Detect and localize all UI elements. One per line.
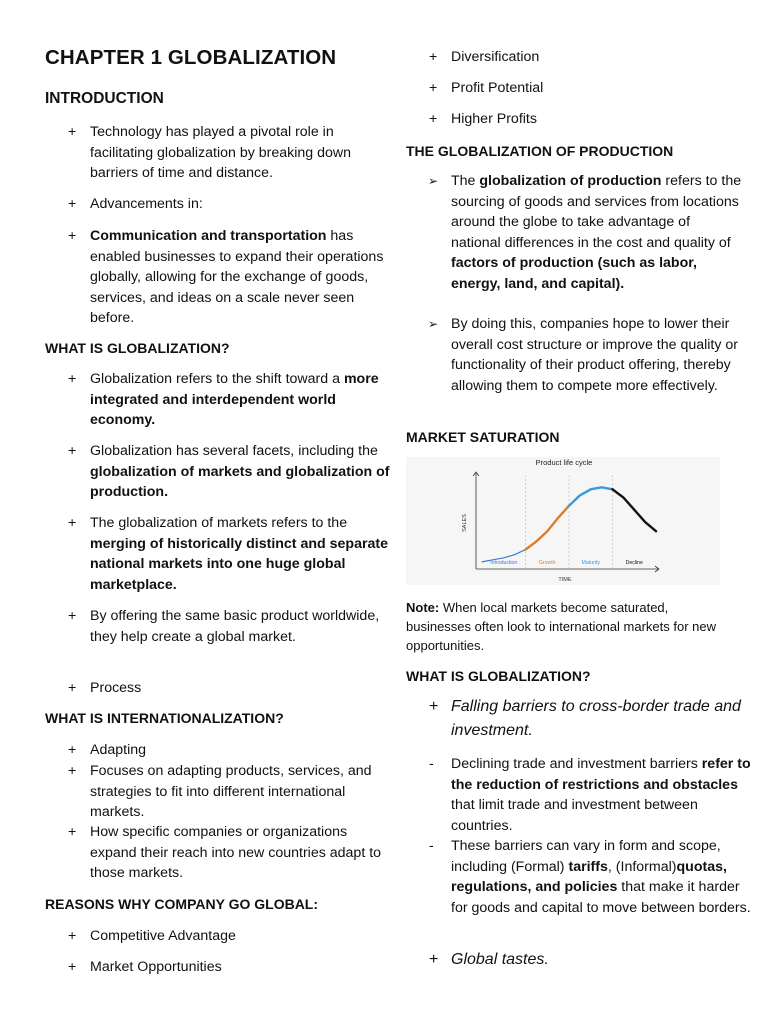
series-line-growth	[526, 506, 570, 550]
plus-bullet-icon: +	[68, 959, 77, 975]
globalization-bullet-2-text: Globalization has several facets, including the globalization of markets and globalization of production.	[90, 443, 390, 500]
list-item	[429, 948, 741, 972]
globalization-bullet-5-text: Process	[90, 680, 142, 696]
product-life-cycle-chart	[406, 457, 720, 585]
declining-barriers-text: Declining trade and investment barriers refer to the reduction of restrictions and obstacles that limit trade and investment between countries.	[451, 756, 751, 834]
plus-bullet-icon: +	[429, 49, 438, 65]
market-saturation-heading: MARKET SATURATION	[406, 429, 560, 445]
list-item	[68, 441, 390, 503]
globalization-bullet-3-text: The globalization of markets refers to the merging of historically distinct and separate national markets into one huge global marketplace.	[90, 515, 389, 593]
intl-bullet-2-text: Focuses on adapting products, services, and strategies to fit into different international markets.	[90, 763, 372, 820]
plus-bullet-icon: +	[68, 763, 77, 779]
intl-bullet-3-text: How specific companies or organizations expand their reach into new countries adapt to those markets.	[90, 824, 382, 881]
list-item	[429, 836, 751, 918]
intro-bullet-1-text: Technology has played a pivotal role in facilitating globalization by breaking down barriers of time and distance.	[90, 124, 352, 181]
list-item	[429, 47, 741, 68]
reason-item-text: Diversification	[451, 49, 540, 65]
what-is-internationalization-heading: WHAT IS INTERNATIONALIZATION?	[45, 710, 284, 726]
production-paragraph-2: By doing this, companies hope to lower their overall cost structure or improve the quality or functionality of their product offering, thereby allowing them to compete more effectively.	[451, 316, 739, 394]
production-paragraph-1: The globalization of production refers to the sourcing of goods and services from locations around the globe to take advantage of national differences in the cost and quality of factors of production (such as labor, energy, land, and capital).	[451, 173, 742, 292]
stage-label: Growth	[538, 560, 556, 566]
series-line-maturity	[569, 487, 613, 505]
list-item	[68, 678, 390, 699]
globalization-of-production-heading: THE GLOBALIZATION OF PRODUCTION	[406, 143, 674, 159]
chart-title: Product life cycle	[535, 458, 593, 467]
dash-bullet-icon: -	[429, 838, 434, 854]
plus-bullet-icon: +	[68, 443, 77, 459]
list-item	[428, 314, 743, 396]
plus-bullet-icon: +	[68, 608, 77, 624]
falling-barriers-text: Falling barriers to cross-border trade and investment.	[451, 698, 741, 739]
plus-bullet-icon: +	[68, 196, 77, 212]
list-item	[68, 957, 390, 978]
list-item	[68, 606, 390, 647]
globalization-bullet-1-text: Globalization refers to the shift toward a more integrated and interdependent world economy.	[90, 371, 379, 428]
reason-item-text: Higher Profits	[451, 111, 537, 127]
plus-bullet-icon: +	[429, 111, 438, 127]
dash-bullet-icon: -	[429, 756, 434, 772]
list-item	[68, 740, 390, 761]
plus-bullet-icon: +	[68, 371, 77, 387]
global-tastes-text: Global tastes.	[451, 951, 549, 968]
stage-label: Maturity	[581, 560, 600, 566]
plus-bullet-icon: +	[429, 80, 438, 96]
reason-item-text: Market Opportunities	[90, 959, 222, 975]
stage-label: Introduction	[490, 560, 518, 566]
arrow-bullet-icon: ➢	[428, 174, 439, 188]
stage-label: Decline	[625, 560, 643, 566]
arrow-bullet-icon: ➢	[428, 317, 439, 331]
chapter-title: CHAPTER 1 GLOBALIZATION	[45, 46, 337, 69]
list-item	[68, 761, 390, 823]
intro-bullet-2-text: Advancements in:	[90, 196, 203, 212]
plus-bullet-icon: +	[68, 824, 77, 840]
plus-bullet-icon: +	[68, 515, 77, 531]
reason-item-text: Profit Potential	[451, 80, 544, 96]
plus-bullet-icon: +	[68, 680, 77, 696]
x-axis-label: TIME	[558, 577, 572, 583]
list-item	[429, 695, 741, 743]
list-item	[68, 226, 390, 329]
list-item	[68, 822, 390, 884]
list-item	[68, 369, 390, 431]
list-item	[429, 754, 751, 836]
what-is-globalization-heading-2: WHAT IS GLOBALIZATION?	[406, 668, 591, 684]
list-item	[428, 171, 743, 294]
list-item	[68, 926, 390, 947]
barrier-forms-text: These barriers can vary in form and scope, including (Formal) tariffs, (Informal)quotas, regulations, and policies that make it harder for goods and capital to move between borders.	[451, 838, 751, 916]
plus-bullet-icon: +	[68, 928, 77, 944]
note-label: Note:	[406, 600, 440, 615]
what-is-globalization-heading: WHAT IS GLOBALIZATION?	[45, 340, 230, 356]
list-item	[429, 78, 741, 99]
list-item	[429, 109, 741, 130]
introduction-heading: INTRODUCTION	[45, 90, 164, 107]
globalization-bullet-4-text: By offering the same basic product worldwide, they help create a global market.	[90, 608, 380, 645]
reasons-heading: REASONS WHY COMPANY GO GLOBAL:	[45, 896, 319, 912]
plus-bullet-icon: +	[68, 742, 77, 758]
reason-item-text: Competitive Advantage	[90, 928, 236, 944]
list-item	[68, 513, 390, 595]
list-item	[68, 122, 390, 184]
y-axis-label: SALES	[462, 514, 468, 532]
product-life-cycle-svg	[406, 457, 720, 585]
intro-bullet-3-text: Communication and transportation has enabled businesses to expand their operations globally, allowing for the exchange of goods, services, and ideas on a scale never seen before.	[90, 228, 384, 326]
plus-bullet-icon: +	[68, 228, 77, 244]
note-text: Note: When local markets become saturated, businesses often look to international markets for new opportunities.	[406, 600, 717, 653]
plus-bullet-icon: +	[429, 698, 439, 715]
intl-bullet-1-text: Adapting	[90, 742, 147, 758]
series-line-decline	[613, 489, 657, 531]
plus-bullet-icon: +	[68, 124, 77, 140]
list-item	[68, 194, 390, 215]
plus-bullet-icon: +	[429, 951, 439, 968]
